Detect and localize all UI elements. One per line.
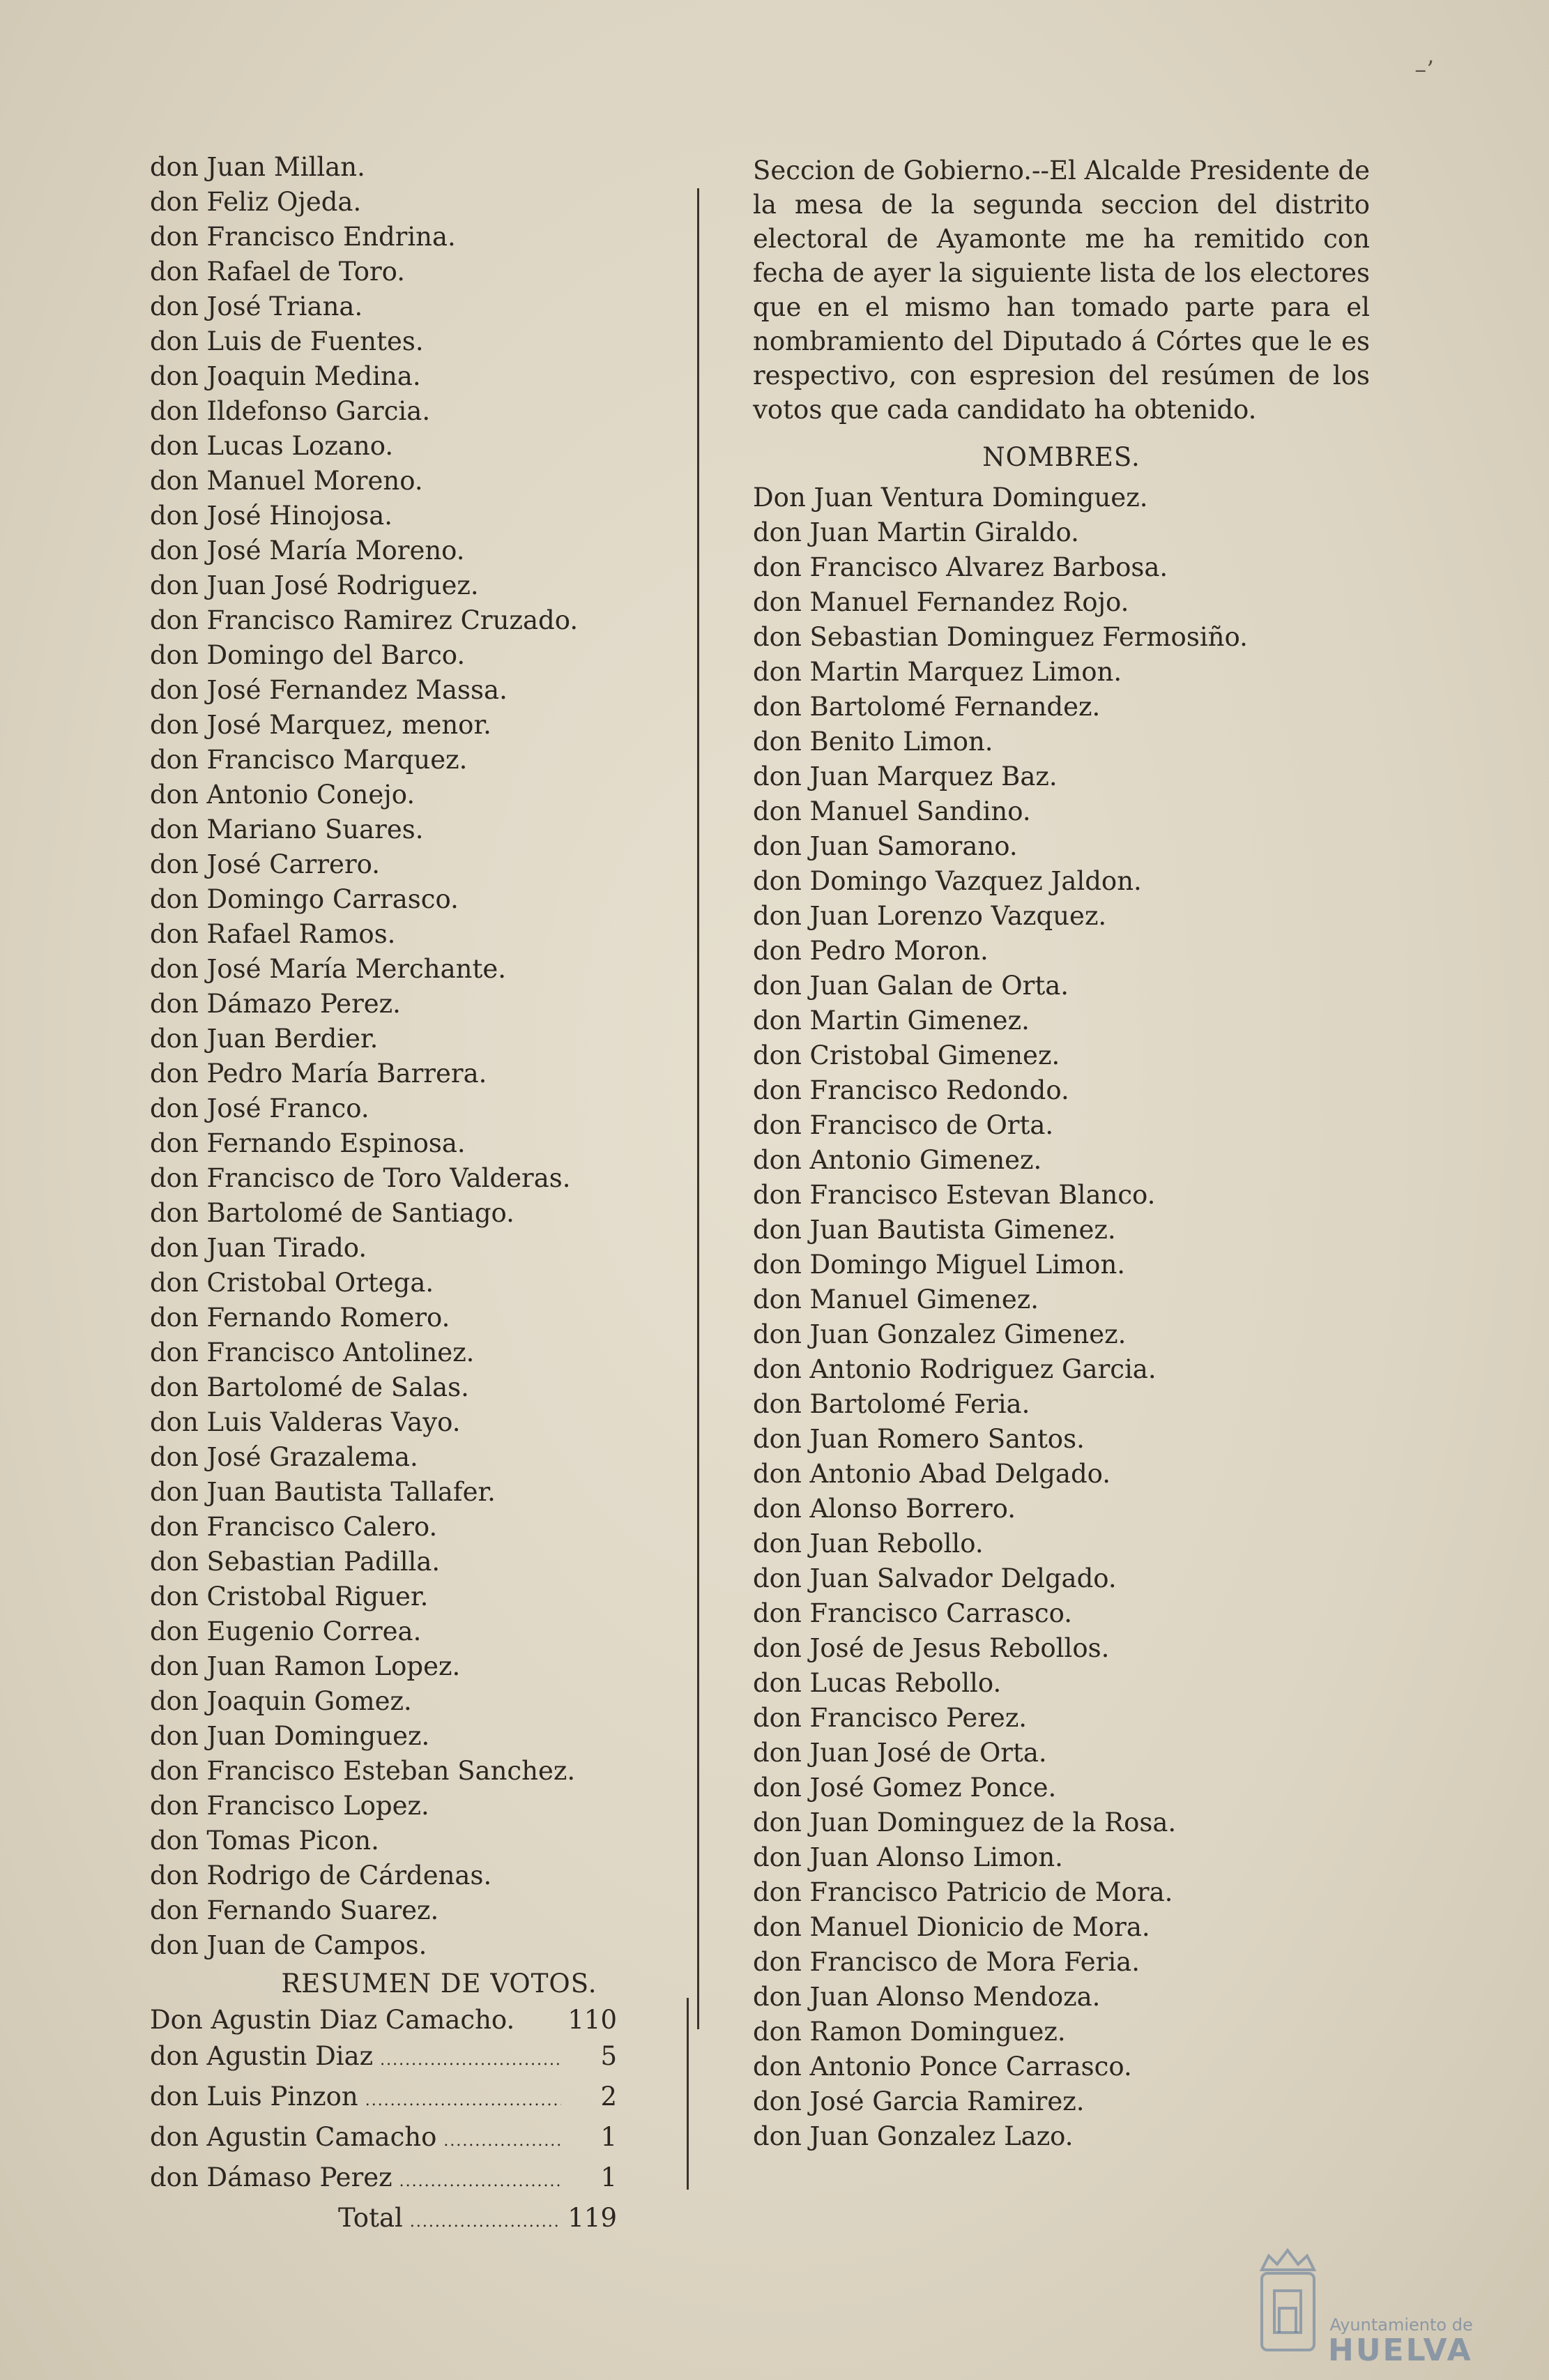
vote-count: 5 (600, 2041, 617, 2071)
list-item: don Francisco Antolinez. (150, 1337, 475, 1367)
left-column (150, 150, 701, 2241)
candidate-name: don Agustin Diaz (150, 2041, 374, 2071)
list-item: don Domingo Miguel Limon. (753, 1250, 1126, 1280)
list-item: don Feliz Ojeda. (150, 187, 362, 217)
watermark-logo (1328, 2315, 1473, 2367)
list-item: don José Marquez, menor. (150, 710, 491, 740)
list-item: don Domingo del Barco. (150, 640, 466, 670)
list-item: don Martin Gimenez. (753, 1006, 1030, 1036)
list-item: don Francisco Marquez. (150, 745, 468, 775)
vote-count: 2 (600, 2082, 617, 2112)
list-item: don Juan Marquez Baz. (753, 761, 1058, 791)
list-item: don Fernando Romero. (150, 1303, 450, 1333)
list-item: don José Fernandez Massa. (150, 675, 508, 705)
total-row (338, 2200, 617, 2241)
list-item: Don Juan Ventura Dominguez. (753, 483, 1148, 513)
list-item: don Manuel Fernandez Rojo. (753, 587, 1129, 617)
list-item: don Joaquin Medina. (150, 361, 421, 391)
huelva-seal-icon (1255, 2242, 1321, 2360)
list-item: don Juan Gonzalez Lazo. (753, 2121, 1074, 2151)
list-item: don Ramon Dominguez. (753, 2017, 1066, 2047)
list-item: don Francisco Alvarez Barbosa. (753, 552, 1168, 582)
candidate-name: don Dámaso Perez (150, 2162, 392, 2192)
list-item: don Juan Martin Giraldo. (753, 517, 1079, 547)
list-item: don Rafael Ramos. (150, 919, 396, 949)
list-item: don Dámazo Perez. (150, 989, 401, 1019)
list-item: don Juan Dominguez de la Rosa. (753, 1807, 1177, 1837)
names-heading: NOMBRES. (982, 442, 1140, 472)
list-item: don Antonio Ponce Carrasco. (753, 2052, 1132, 2082)
list-item: don Juan Ramon Lopez. (150, 1651, 461, 1681)
total-label: Total (338, 2203, 403, 2233)
left-name-list (150, 150, 701, 1963)
list-item: don Bartolomé de Santiago. (150, 1198, 514, 1228)
list-item: don Pedro María Barrera. (150, 1059, 487, 1089)
watermark-small-text: Ayuntamiento de (1329, 2315, 1473, 2335)
list-item: don Tomas Picon. (150, 1826, 379, 1856)
list-item: don Juan Tirado. (150, 1233, 367, 1263)
list-item: don Manuel Moreno. (150, 466, 423, 496)
list-item: don Lucas Rebollo. (753, 1668, 1002, 1698)
list-item: don Francisco de Orta. (753, 1110, 1054, 1140)
column-divider (697, 188, 699, 2029)
column-divider (687, 1998, 689, 2190)
vote-count: 110 (567, 2005, 617, 2035)
dot-leader (410, 2204, 561, 2241)
list-item: don Juan de Campos. (150, 1930, 427, 1960)
list-item: don José Carrero. (150, 849, 381, 879)
list-item: don Rodrigo de Cárdenas. (150, 1860, 492, 1890)
list-item: don Rafael de Toro. (150, 257, 406, 287)
list-item: don Joaquin Gomez. (150, 1686, 412, 1716)
candidate-name: don Agustin Camacho (150, 2122, 437, 2152)
list-item: don Bartolomé de Salas. (150, 1372, 469, 1402)
list-item: don Francisco Carrasco. (753, 1598, 1073, 1628)
page-corner-mark: –’ (1414, 56, 1434, 84)
list-item: don Francisco de Toro Valderas. (150, 1163, 571, 1193)
list-item: don Francisco Esteban Sanchez. (150, 1756, 576, 1786)
intro-paragraph: Seccion de Gobierno.--El Alcalde Presidente de la mesa de la segunda seccion del distrito electoral de Ayamonte me ha remitido con fecha de ayer la siguiente lista de los electores que en el mismo han tomado parte para el nombramiento del Diputado á Córtes que le es respectivo, con espresion del resúmen de los votos que cada candidato ha obtenido. (753, 156, 1370, 425)
list-item: don José Hinojosa. (150, 501, 393, 531)
list-item: don Benito Limon. (753, 727, 993, 757)
list-item: don Francisco Perez. (753, 1703, 1028, 1733)
list-item: don Juan Rebollo. (753, 1529, 984, 1559)
list-item: don Juan Berdier. (150, 1024, 379, 1054)
list-item: don Antonio Gimenez. (753, 1145, 1042, 1175)
list-item: don Juan Samorano. (753, 831, 1018, 861)
watermark-big-text: HUELVA (1328, 2333, 1473, 2368)
list-item: don Manuel Sandino. (753, 796, 1031, 826)
list-item: don Domingo Vazquez Jaldon. (753, 866, 1142, 896)
list-item: don José Triana. (150, 291, 363, 321)
list-item: don Francisco Patricio de Mora. (753, 1877, 1173, 1907)
dot-leader (399, 2164, 561, 2200)
list-item: don Juan José de Orta. (753, 1738, 1047, 1768)
list-item: don Antonio Abad Delgado. (753, 1459, 1111, 1489)
list-item: don Bartolomé Fernandez. (753, 692, 1101, 722)
vote-row (150, 2038, 617, 2079)
list-item: don Cristobal Riguer. (150, 1582, 429, 1612)
list-item: don Sebastian Padilla. (150, 1547, 441, 1577)
list-item: don Juan Millan. (150, 152, 365, 182)
list-item: don José de Jesus Rebollos. (753, 1633, 1110, 1663)
list-item: don Lucas Lozano. (150, 431, 394, 461)
list-item: don Antonio Conejo. (150, 780, 415, 810)
vote-row (150, 2160, 617, 2200)
list-item: don Francisco Ramirez Cruzado. (150, 605, 579, 635)
total-value: 119 (567, 2203, 617, 2233)
list-item: don José María Merchante. (150, 954, 507, 984)
list-item: don José Franco. (150, 1093, 369, 1123)
list-item: don Cristobal Gimenez. (753, 1040, 1060, 1070)
dot-leader (365, 2083, 561, 2119)
list-item: don Bartolomé Feria. (753, 1389, 1030, 1419)
vote-row (150, 2002, 617, 2038)
list-item: don Mariano Suares. (150, 814, 424, 844)
list-item: don Juan Alonso Limon. (753, 1842, 1063, 1872)
list-item: don Manuel Gimenez. (753, 1284, 1039, 1314)
list-item: don Juan José Rodriguez. (150, 570, 479, 600)
right-name-list (753, 480, 1370, 2154)
vote-row (150, 2079, 617, 2119)
list-item: don Pedro Moron. (753, 936, 989, 966)
vote-summary (150, 2002, 701, 2241)
list-item: don Juan Salvador Delgado. (753, 1563, 1117, 1593)
list-item: don Francisco Estevan Blanco. (753, 1180, 1156, 1210)
vote-row (150, 2119, 617, 2160)
list-item: don Fernando Suarez. (150, 1895, 439, 1925)
vote-count: 1 (600, 2122, 617, 2152)
right-column (753, 153, 1370, 2154)
list-item: don Luis de Fuentes. (150, 326, 424, 356)
list-item: don Alonso Borrero. (753, 1494, 1016, 1524)
list-item: don José Garcia Ramirez. (753, 2086, 1085, 2116)
list-item: don José Gomez Ponce. (753, 1773, 1057, 1803)
vote-count: 1 (600, 2162, 617, 2192)
candidate-name: don Luis Pinzon (150, 2082, 358, 2112)
list-item: don Ildefonso Garcia. (150, 396, 431, 426)
list-item: don Luis Valderas Vayo. (150, 1407, 461, 1437)
list-item: don Juan Lorenzo Vazquez. (753, 901, 1107, 931)
list-item: don Fernando Espinosa. (150, 1128, 466, 1158)
list-item: don Juan Romero Santos. (753, 1424, 1085, 1454)
list-item: don Sebastian Dominguez Fermosiño. (753, 622, 1248, 652)
resumen-title: RESUMEN DE VOTOS. (281, 1969, 597, 1999)
list-item: don Antonio Rodriguez Garcia. (753, 1354, 1157, 1384)
list-item: don José Grazalema. (150, 1442, 418, 1472)
list-item: don Juan Bautista Tallafer. (150, 1477, 496, 1507)
list-item: don José María Moreno. (150, 536, 465, 566)
list-item: don Cristobal Ortega. (150, 1268, 434, 1298)
list-item: don Francisco Endrina. (150, 222, 456, 252)
list-item: don Domingo Carrasco. (150, 884, 459, 914)
candidate-name: Don Agustin Diaz Camacho. (150, 2005, 515, 2035)
list-item: don Francisco Lopez. (150, 1791, 429, 1821)
dot-leader (443, 2123, 561, 2160)
dot-leader (380, 2042, 561, 2079)
list-item: don Juan Galan de Orta. (753, 971, 1069, 1001)
list-item: don Francisco Calero. (150, 1512, 438, 1542)
list-item: don Eugenio Correa. (150, 1616, 422, 1646)
list-item: don Martin Marquez Limon. (753, 657, 1122, 687)
list-item: don Manuel Dionicio de Mora. (753, 1912, 1150, 1942)
list-item: don Juan Alonso Mendoza. (753, 1982, 1101, 2012)
list-item: don Juan Bautista Gimenez. (753, 1215, 1116, 1245)
list-item: don Juan Dominguez. (150, 1721, 430, 1751)
list-item: don Juan Gonzalez Gimenez. (753, 1319, 1127, 1349)
list-item: don Francisco Redondo. (753, 1075, 1069, 1105)
list-item: don Francisco de Mora Feria. (753, 1947, 1140, 1977)
